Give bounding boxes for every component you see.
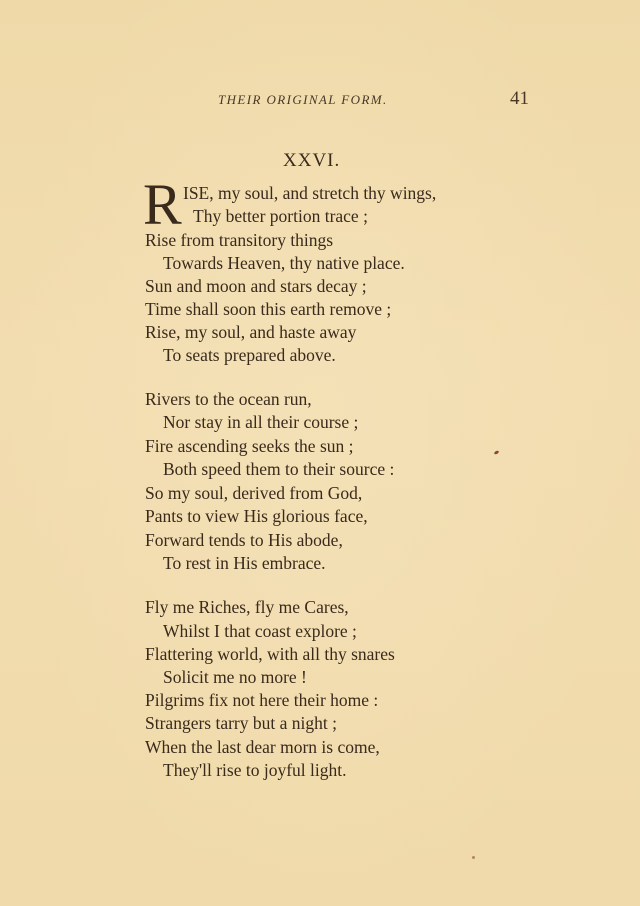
- verse-line: Flattering world, with all thy snares: [145, 644, 395, 664]
- drop-cap: R: [143, 172, 182, 237]
- hymn-number: XXVI.: [283, 150, 341, 171]
- paper-speck: [494, 450, 500, 455]
- verse-line: Rise from transitory things: [145, 230, 334, 250]
- verse-line: So my soul, derived from God,: [145, 483, 363, 503]
- verse-line: Fire ascending seeks the sun ;: [145, 436, 354, 456]
- verse-line: Rivers to the ocean run,: [145, 389, 312, 409]
- paper-speck: [472, 856, 475, 859]
- verse-line: Solicit me no more !: [163, 667, 307, 687]
- verse-line: To seats prepared above.: [163, 345, 336, 365]
- verse-line: Pants to view His glorious face,: [145, 506, 368, 526]
- verse-line: Pilgrims fix not here their home :: [145, 690, 379, 710]
- verse-line: Sun and moon and stars decay ;: [145, 276, 367, 296]
- verse-line: Rise, my soul, and haste away: [145, 322, 357, 342]
- verse-line: Both speed them to their source :: [163, 459, 395, 479]
- verse-line: Fly me Riches, fly me Cares,: [145, 597, 349, 617]
- running-head: THEIR ORIGINAL FORM.: [218, 92, 388, 107]
- verse-line: Nor stay in all their course ;: [163, 412, 359, 432]
- verse-line: Strangers tarry but a night ;: [145, 713, 337, 733]
- verse-line: Forward tends to His abode,: [145, 530, 343, 550]
- verse-line: Thy better portion trace ;: [193, 206, 368, 226]
- verse-line: Towards Heaven, thy native place.: [163, 253, 405, 273]
- verse-line: They'll rise to joyful light.: [163, 760, 347, 780]
- verse-line: Time shall soon this earth remove ;: [145, 299, 392, 319]
- verse-line: When the last dear morn is come,: [145, 737, 380, 757]
- verse-line: ISE, my soul, and stretch thy wings,: [183, 183, 437, 203]
- page-number: 41: [510, 88, 529, 109]
- verse-line: To rest in His embrace.: [163, 553, 326, 573]
- verse-line: Whilst I that coast explore ;: [163, 621, 357, 641]
